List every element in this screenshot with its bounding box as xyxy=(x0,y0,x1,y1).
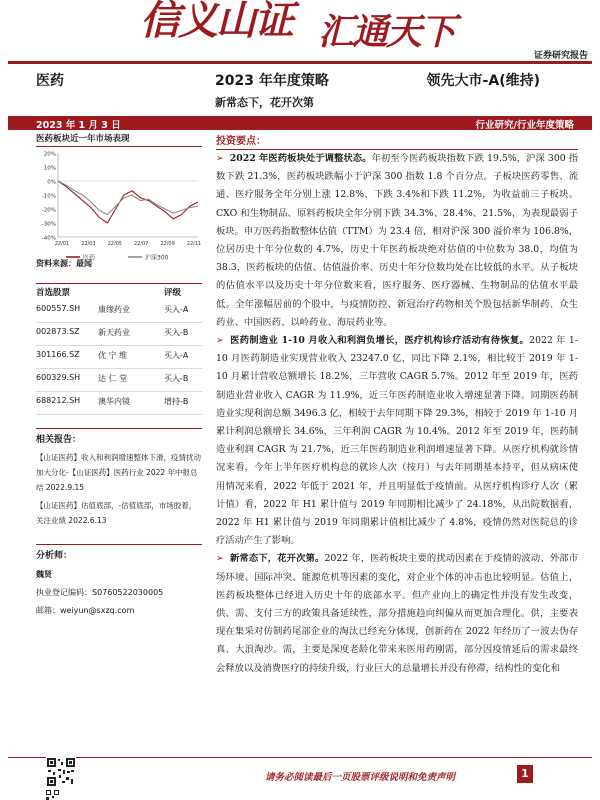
market-performance-chart xyxy=(36,147,202,265)
analyst-header: 分析师： xyxy=(36,544,202,561)
report-subtitle: 新常态下，花开次第 xyxy=(215,96,314,109)
related-reports-header: 相关报告： xyxy=(36,428,202,445)
investment-highlights xyxy=(216,150,578,678)
y-tick-label: 10% xyxy=(43,165,56,172)
stock-rating: 增持-B xyxy=(164,397,189,406)
chart-source: 资料来源：最闻 xyxy=(36,259,92,268)
y-tick-label: 20% xyxy=(43,151,56,158)
stock-rating: 买入-A xyxy=(164,305,189,314)
paragraph-lead: 2022 年医药板块处于调整状态。 xyxy=(229,153,372,164)
analyst-email[interactable]: 邮箱：weiyun@sxzq.com xyxy=(36,606,135,615)
footer-disclaimer: 请务必阅读最后一页股票评级说明和免责声明 xyxy=(265,772,456,783)
date-bar xyxy=(8,116,592,130)
x-tick-label: 22/05 xyxy=(107,241,123,247)
header-divider xyxy=(8,61,592,64)
stock-header-col2: 评级 xyxy=(164,288,182,298)
table-row xyxy=(36,323,202,346)
brand-logo-part2: 汇通天下 xyxy=(318,11,455,53)
stock-code: 600329.SH xyxy=(36,373,81,382)
table-row xyxy=(36,369,202,392)
stock-rating: 买入-A xyxy=(164,351,189,360)
bullet-triangle-icon: ➢ xyxy=(216,153,224,164)
table-row xyxy=(36,392,202,415)
stock-name: 达 仁 堂 xyxy=(98,374,128,383)
title-row xyxy=(0,66,600,90)
stock-header-col1: 首选股票 xyxy=(36,288,71,298)
stock-code: 002873.SZ xyxy=(36,327,80,336)
main-content xyxy=(216,132,578,150)
x-tick-label: 22/11 xyxy=(186,241,202,247)
qr-code-secondary-icon xyxy=(46,790,60,800)
y-tick-label: -40% xyxy=(41,235,56,242)
stock-rating: 买入-B xyxy=(164,328,189,337)
y-tick-label: -20% xyxy=(41,207,56,214)
stock-code: 600557.SH xyxy=(36,304,81,313)
legend-label: 沪深300 xyxy=(145,254,169,262)
paragraph xyxy=(216,550,578,677)
chart-title: 医药板块近一年市场表现 xyxy=(36,132,202,147)
paragraph xyxy=(216,332,578,550)
bullet-triangle-icon: ➢ xyxy=(216,335,224,347)
page-number: 1 xyxy=(517,765,533,783)
stock-code: 688212.SH xyxy=(36,396,81,405)
stock-name: 康缘药业 xyxy=(98,305,130,314)
paragraph-text: 2022 年，医药板块主要的扰动因素在于疫情的波动、外部市场环境、国际冲突、能源危机等因素的变化，对企业个体的冲击也比较明显。估值上，医药板块整体已经进入历史十年的底部水平。但产业向上的确定性并没有发生改变，供、需、支付三方的政策具备延续性，部分措施趋向纠偏从而更加合理化。供，主要表现在集采对仿制药尾部企业的淘汰已经充分体现，创新药在 2022 年经历了一波去伪存真、大浪淘沙。需，主要是深度老龄化带来来医用药刚需，部分因疫情延后的需求最终会释放以及消费医疗的持续升级，行业巨大的总量增长并没有停滞，结构性的变化和 xyxy=(216,553,578,674)
analyst-info xyxy=(36,566,202,620)
paragraph-text: 年初至今医药板块指数下跌 19.5%，沪深 300 指数下跌 21.3%，医药板块跌幅小于沪深 300 指数 1.8 个百分点。子板块医药零售、流通、医疗服务全年分别上涨 12.8%、下跌 3.4%和下跌 11.2%，为收益前三子板块。CXO 和生物制品、原料药板块全年分别下跌 34.3%、28.4%、21.5%，为表现最弱子板块。申万医药指数整体估值（TTM）为 23.4 倍，相对沪深 300 溢价率为 106.8%，位居历史十年分位数的 4.7%，历史十年医药板块绝对估值的中位数为 38.0，均值为 38.3，医药板块的估值、估值溢价率、历史十年分位数均处在比较低的水平。从子板块的估值水平以及历史十年分位数来看，医疗服务、医疗器械、生物制品的估值水平最低。全年涨幅居前的个股中，与疫情防控、新冠治疗药物相关个股包括新华制药、众生药业、中国医药、以岭药业、海辰药业等。 xyxy=(216,153,578,328)
report-date: 2023 年 1 月 3 日 xyxy=(36,120,121,131)
paragraph xyxy=(216,150,578,332)
section-heading: 投资要点： xyxy=(216,132,578,150)
related-reports-list xyxy=(36,450,202,531)
analyst-cert: 执业登记编码：S0760522030005 xyxy=(36,588,164,597)
footer-divider xyxy=(8,757,592,758)
report-title: 2023 年年度策略 xyxy=(215,73,329,89)
chart-svg xyxy=(36,147,202,265)
paragraph-lead: 医药制造业 1-10 月收入和利润负增长，医疗机构诊疗活动有待恢复。 xyxy=(229,335,530,347)
industry-rating: 领先大市-A(维持) xyxy=(426,73,540,89)
bullet-triangle-icon: ➢ xyxy=(216,553,224,565)
paragraph-text: 2022 年 1-10 月医药制造业实现营业收入 23247.0 亿，同比下降 2.1%，相比较于 2019 年 1-10 月累计营收总额增长 18.2%，三年营收 CAGR 5.7%。2012 年至 2019 年，医药制造业营业收入 CAGR 为 11.9%，近三年医药制造业收入增速显著下降。同期医药制造业实现利润总额 3496.3 亿，相较于去年同期下降 29.3%，相较于 2019 年 1-10 月累计利润总额增长 34.6%，三年利润 CAGR 为 10.4%。2012 年至 2019 年，医药制造业利润 CAGR 为 21.7%，近三年医药制造业利润增速显著下降。从医疗机构就诊情况来看，今年上半年医疗机构总的就诊人次（按月）与去年同期基本持平，但从病床使用情况来看，2022 年低于 2021 年，并且明显低于疫情前。从医疗机构诊疗人次（累计值）看，2022 年 H1 累计值与 2019 年同期相比减少了 24.18%，从出院数据看，2022 年 H1 累计值与 2019 年同期累计值相比减少了 4.8%，疫情仍然对医院总的诊疗活动产生了影响。 xyxy=(216,335,578,547)
x-tick-label: 22/01 xyxy=(54,241,70,247)
industry-label: 医药 xyxy=(36,73,64,89)
stock-table-header xyxy=(36,283,202,297)
y-tick-label: 0% xyxy=(47,179,56,186)
y-tick-label: -30% xyxy=(41,221,56,228)
stock-name: 优 宁 维 xyxy=(98,351,128,360)
report-category: 行业研究/行业年度策略 xyxy=(475,120,574,131)
stock-code: 301166.SZ xyxy=(36,350,80,359)
paragraph-lead: 新常态下，花开次第。 xyxy=(229,553,325,565)
legend-label: 医药 xyxy=(83,254,96,262)
analyst-name: 魏贤 xyxy=(36,570,52,579)
report-type-label: 证券研究报告 xyxy=(533,51,588,61)
report-header xyxy=(0,0,600,60)
x-tick-label: 22/07 xyxy=(133,241,149,247)
brand-logo-part1: 信义山证 xyxy=(140,0,292,44)
table-row xyxy=(36,346,202,369)
table-row xyxy=(36,300,202,323)
x-tick-label: 22/09 xyxy=(160,241,175,247)
related-report-link[interactable]: 【山证医药】收入和利润增速整体下滑，疫情扰动加大分化-【山证医药】医药行业 2022 年中报总结 2022.9.15 xyxy=(36,453,201,492)
stock-rating: 买入-B xyxy=(164,374,189,383)
y-tick-label: -10% xyxy=(41,193,56,200)
stock-table xyxy=(36,300,202,415)
series-line-0 xyxy=(58,181,198,223)
qr-code-icon xyxy=(46,757,76,787)
related-report-link[interactable]: 【山证医药】估值底部，-估值底部，市场胶着，关注业绩 2022.6.13 xyxy=(36,501,197,525)
stock-name: 澳华内镜 xyxy=(98,397,130,406)
left-sidebar xyxy=(36,132,202,752)
stock-name: 新天药业 xyxy=(98,328,130,337)
x-tick-label: 22/03 xyxy=(81,241,96,247)
